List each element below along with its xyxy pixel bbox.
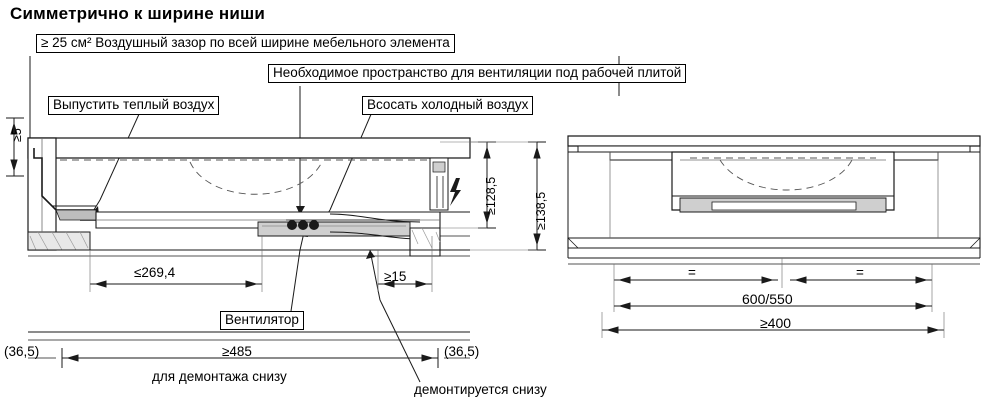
- dim-text-485: ≥485: [222, 344, 252, 359]
- label-warm-air-out: Выпустить теплый воздух: [48, 96, 219, 115]
- dim-text-equal-right: =: [856, 265, 864, 280]
- dim-text-138-5: ≥138,5: [534, 191, 548, 230]
- dim-text-400: ≥400: [760, 315, 792, 331]
- hob-body-left: [60, 160, 440, 236]
- dim-text-269-4: ≤269,4: [134, 265, 176, 280]
- dim-text-offset-left: (36,5): [4, 344, 40, 359]
- label-disassembly-below: для демонтажа снизу: [152, 369, 287, 384]
- dim-text-15: ≥15: [384, 269, 407, 284]
- connection-box: [430, 158, 461, 210]
- label-dismantled-below: демонтируется снизу: [414, 382, 547, 397]
- dim-text-left-height: ≥5: [10, 128, 24, 142]
- worktop-left: [28, 138, 470, 158]
- dim-text-600-550: 600/550: [742, 291, 793, 307]
- right-view: [568, 136, 980, 264]
- label-cold-air-in: Всосать холодный воздух: [362, 96, 533, 115]
- dim-text-offset-right: (36,5): [444, 344, 480, 359]
- dim-text-equal-left: =: [688, 265, 696, 280]
- label-fan: Вентилятор: [220, 311, 304, 330]
- label-air-gap: ≥ 25 см² Воздушный зазор по всей ширине мебельного элемента: [36, 34, 455, 53]
- dim-left-height: [6, 118, 24, 176]
- label-vent-space: Необходимое пространство для вентиляции под рабочей плитой: [268, 64, 686, 83]
- page-title: Симметрично к ширине ниши: [10, 4, 265, 23]
- dim-269-4: [90, 236, 262, 292]
- dim-text-128-5: ≥128,5: [484, 176, 498, 215]
